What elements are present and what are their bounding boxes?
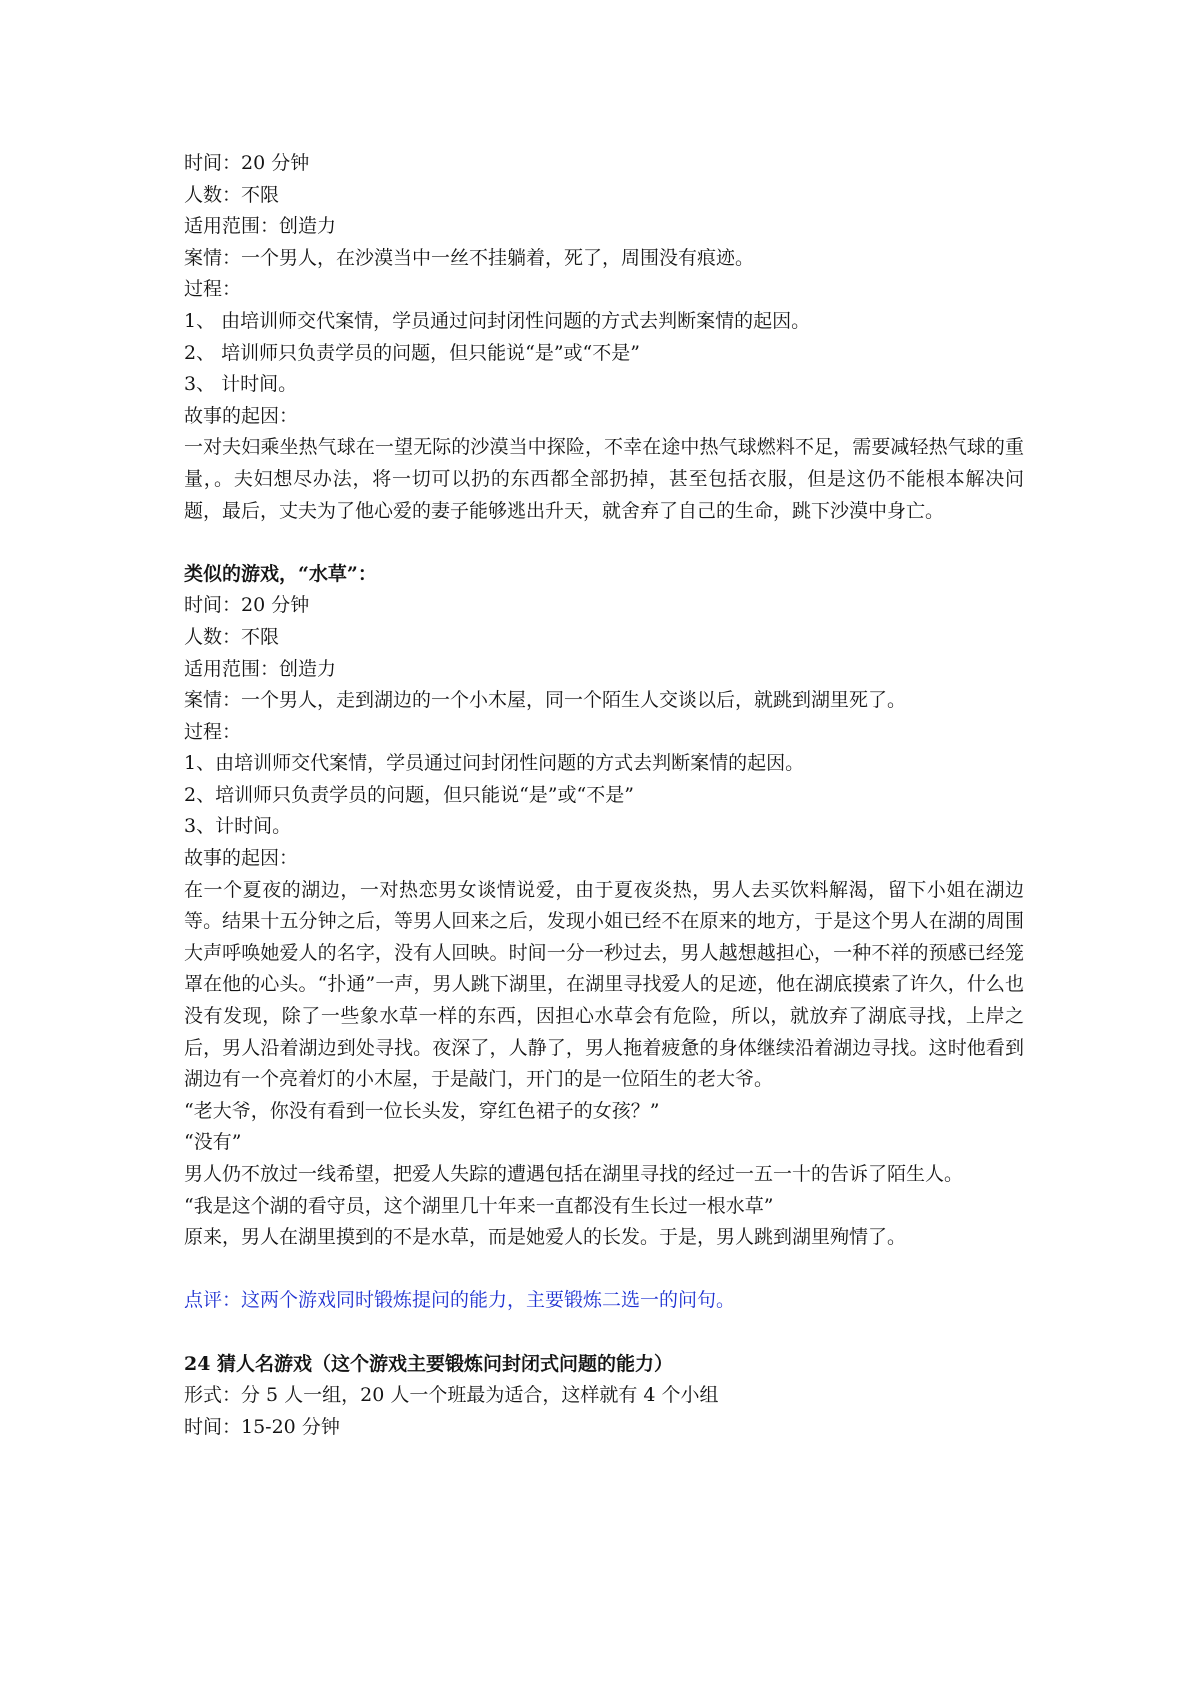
s1-cause-label: 故事的起因： <box>184 404 299 427</box>
s3-form: 形式：分 5 人一组，20 人一个班最为适合，这样就有 4 个小组 <box>184 1384 719 1407</box>
s2-people: 人数：不限 <box>184 625 280 648</box>
s2-process-label: 过程： <box>184 720 242 743</box>
s2-step-3: 3、计时间。 <box>184 815 292 838</box>
s2-ending: 原来，男人在湖里摸到的不是水草，而是她爱人的长发。于是，男人跳到湖里殉情了。 <box>184 1226 907 1249</box>
s2-scope: 适用范围：创造力 <box>184 657 337 680</box>
s2-case: 案情：一个男人，走到湖边的一个小木屋，同一个陌生人交谈以后，就跳到湖里死了。 <box>184 689 907 712</box>
s2-cause-label: 故事的起因： <box>184 847 299 870</box>
s2-narration: 男人仍不放过一线希望，把爱人失踪的遭遇包括在湖里寻找的经过一五一十的告诉了陌生人。 <box>184 1163 964 1185</box>
s3-time: 时间：15-20 分钟 <box>184 1415 340 1438</box>
spacer <box>184 527 1024 559</box>
s2-quote-1: “老大爷，你没有看到一位长头发，穿红色裙子的女孩？” <box>184 1099 660 1122</box>
s1-time: 时间：20 分钟 <box>184 152 310 174</box>
document-page <box>184 148 1024 1443</box>
s1-case: 案情：一个男人，在沙漠当中一丝不挂躺着，死了，周围没有痕迹。 <box>184 246 755 269</box>
s2-cause-paragraph: 在一个夏夜的湖边，一对热恋男女谈情说爱，由于夏夜炎热，男人去买饮料解渴，留下小姐在湖边等。结果十五分钟之后，等男人回来之后，发现小姐已经不在原来的地方，于是这个男人在湖的周围大声呼唤她爱人的名字，没有人回映。时间一分一秒过去，男人越想越担心，一种不祥的预感已经笼罩在他的心头。“扑通”一声，男人跳下湖里，在湖里寻找爱人的足迹，他在湖底摸索了许久，什么也没有发现，除了一些象水草一样的东西，因担心水草会有危险，所以，就放弃了湖底寻找，上岸之后，男人沿着湖边到处寻找。夜深了，人静了，男人拖着疲惫的身体继续沿着湖边寻找。这时他看到湖边有一个亮着灯的小木屋，于是敲门，开门的是一位陌生的老大爷。 <box>184 878 1024 1091</box>
s1-step-2: 2、 培训师只负责学员的问题，但只能说“是”或“不是” <box>184 341 640 364</box>
s1-process-label: 过程： <box>184 278 242 301</box>
s2-quote-2: “没有” <box>184 1131 242 1154</box>
s1-step-1: 1、 由培训师交代案情，学员通过问封闭性问题的方式去判断案情的起因。 <box>184 309 811 332</box>
s3-heading: 24 猜人名游戏（这个游戏主要锻炼问封闭式问题的能力） <box>184 1352 674 1375</box>
spacer <box>184 1317 1024 1349</box>
s2-time: 时间：20 分钟 <box>184 594 310 617</box>
spacer <box>184 1254 1024 1286</box>
s2-quote-3: “我是这个湖的看守员，这个湖里几十年来一直都没有生长过一根水草” <box>184 1194 774 1217</box>
s1-people: 人数：不限 <box>184 183 280 206</box>
s2-step-1: 1、由培训师交代案情，学员通过问封闭性问题的方式去判断案情的起因。 <box>184 752 805 775</box>
s2-heading: 类似的游戏，“水草”： <box>184 562 377 585</box>
s2-step-2: 2、培训师只负责学员的问题，但只能说“是”或“不是” <box>184 783 634 806</box>
s1-step-3: 3、 计时间。 <box>184 373 298 396</box>
s1-cause-paragraph: 一对夫妇乘坐热气球在一望无际的沙漠当中探险，不幸在途中热气球燃料不足，需要减轻热气球的重量，。夫妇想尽办法，将一切可以扔的东西都全部扔掉，甚至包括衣服，但是这仍不能根本解决问题，最后，丈夫为了他心爱的妻子能够逃出升天，就舍弃了自己的生命，跳下沙漠中身亡。 <box>184 436 1024 522</box>
comment: 点评：这两个游戏同时锻炼提问的能力，主要锻炼二选一的问句。 <box>184 1289 736 1312</box>
s1-scope: 适用范围：创造力 <box>184 215 337 238</box>
